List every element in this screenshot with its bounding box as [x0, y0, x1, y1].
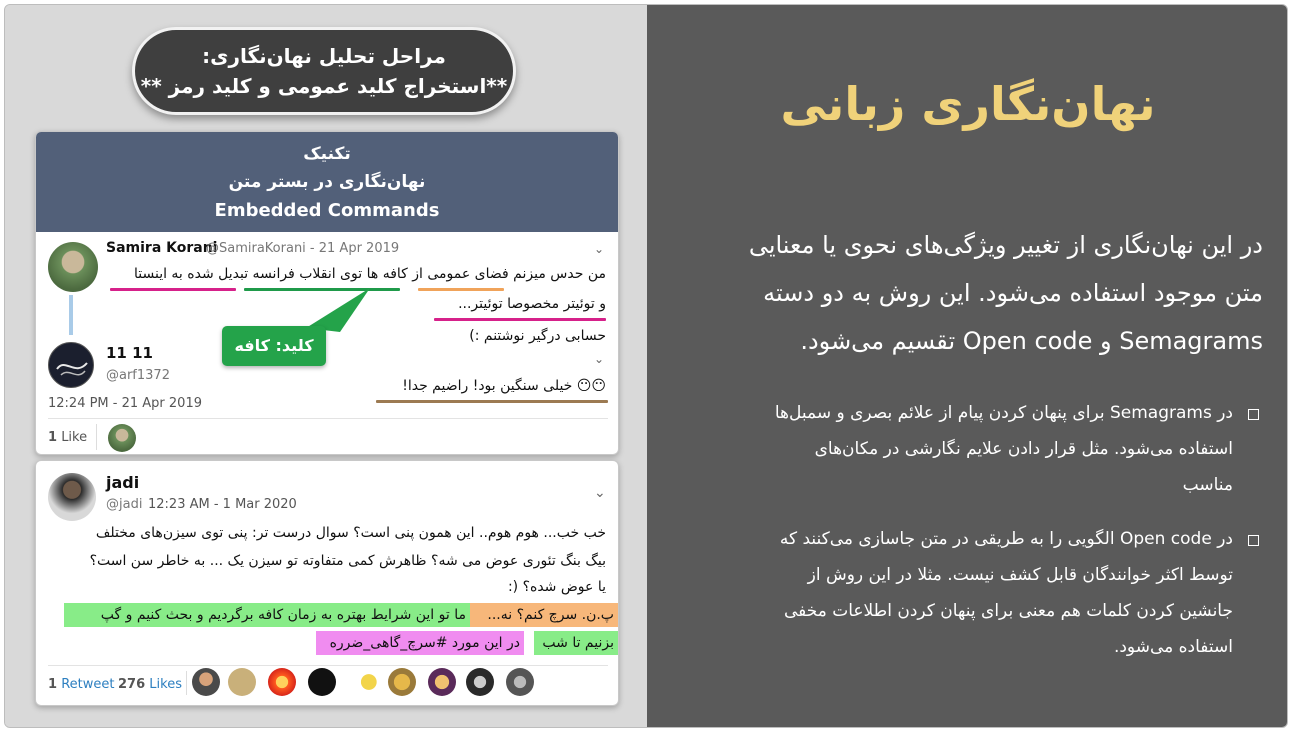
bullet1-line-1: در Semagrams برای پنهان کردن پیام از علائم بصری و سمبل‌ها: [774, 403, 1233, 423]
liker-avatar[interactable]: [108, 424, 136, 452]
intro-line-2: متن موجود استفاده می‌شود. این روش به دو دسته: [763, 279, 1263, 307]
tweet2-emoji: 😶😶: [576, 378, 606, 394]
likes-count[interactable]: 276 Likes: [118, 677, 182, 692]
right-panel: [647, 5, 1288, 728]
divider: [186, 671, 187, 695]
pill-line-1: مراحل تحلیل نهان‌نگاری:: [202, 44, 446, 68]
liker-avatar[interactable]: [228, 668, 256, 696]
divider: [48, 665, 608, 666]
tweet2-text: [402, 378, 606, 394]
tweet-card-embedded-commands: [35, 131, 619, 455]
tweet2-message: خیلی سنگین بود! راضیم جدا!: [402, 378, 573, 394]
tweet-author-name[interactable]: Samira Korani: [106, 240, 218, 256]
jadi-line-1: خب خب... هوم هوم.. این همون پنی است؟ سوال درست تر: پنی توی سیزن‌های مختلف: [95, 525, 606, 541]
header-line-2: نهان‌نگاری در بستر متن: [228, 172, 426, 192]
tweet2-timestamp: 12:24 PM - 21 Apr 2019: [48, 396, 202, 411]
jadi-name[interactable]: jadi: [106, 473, 140, 492]
liker-avatar[interactable]: [192, 668, 220, 696]
liker-avatar[interactable]: [466, 668, 494, 696]
likes-count[interactable]: 1 Like: [48, 430, 88, 445]
tweet-line-3: حسابی درگیر نوشتنم :): [469, 328, 606, 344]
tweet2-handle: @arf1372: [106, 368, 170, 383]
left-panel: [5, 5, 647, 728]
liker-avatar[interactable]: [428, 668, 456, 696]
tweet-meta: @SamiraKorani - 21 Apr 2019: [206, 241, 400, 256]
pill-line-2: **استخراج کلید عمومی و کلید رمز **: [140, 74, 508, 98]
tweet-line-1: من حدس میزنم فضای عمومی از کافه ها توی انقلاب فرانسه تبدیل شده به اینستا: [133, 266, 606, 282]
bullet2-line-2: توسط اکثر خوانندگان قابل کشف نیست. مثلا در این روش از: [807, 565, 1233, 585]
tweet-line-2: و توئیتر مخصوصا توئیتر...: [458, 296, 606, 312]
highlight-pink: در این مورد #سرچ_گاهی_ضرره: [316, 631, 524, 655]
key-badge: کلید: کافه: [222, 326, 326, 366]
jadi-line-2: بیگ بنگ تئوری عوض می شه؟ ظاهرش کمی متفاوته تو سیزن یک ... به خاطر سن است؟: [89, 553, 606, 569]
slide-frame: [4, 4, 1288, 728]
retweet-count[interactable]: 1 Retweet: [48, 677, 115, 692]
highlight-green-1: ما تو این شرایط بهتره به زمان کافه برگردیم و بحث کنیم و گپ: [64, 603, 470, 627]
divider: [96, 424, 97, 450]
header-line-3: Embedded Commands: [214, 200, 440, 221]
liker-avatar[interactable]: [388, 668, 416, 696]
slide-title: نهان‌نگاری زبانی: [780, 77, 1156, 131]
tweet2-author-name[interactable]: 11 11: [106, 344, 153, 362]
intro-line-3: Semagrams و Open code تقسیم می‌شود.: [800, 327, 1263, 355]
intro-line-1: در این نهان‌نگاری از تغییر ویژگی‌های نحوی یا معنایی: [748, 231, 1263, 259]
header-line-1: تکنیک: [303, 144, 351, 164]
avatar-jadi[interactable]: [48, 473, 96, 521]
chevron-down-icon[interactable]: ⌄: [594, 352, 605, 366]
liker-avatar[interactable]: [308, 668, 336, 696]
highlight-green-2: بزنیم تا شب: [534, 631, 618, 655]
stage-title-pill: [132, 27, 516, 115]
underline-brown: [376, 400, 608, 403]
chevron-down-icon[interactable]: ⌄: [594, 485, 606, 501]
jadi-handle: @jadi: [106, 497, 143, 512]
liker-avatar[interactable]: [506, 668, 534, 696]
highlight-orange: پ.ن. سرچ کنم؟ نه...: [468, 603, 618, 627]
chevron-down-icon[interactable]: ⌄: [594, 242, 605, 256]
checkbox-bullet-icon: [1248, 409, 1259, 420]
jadi-time: 12:23 AM - 1 Mar 2020: [148, 497, 297, 512]
bullet2-line-4: استفاده می‌شود.: [1113, 637, 1233, 657]
bullet2-line-3: جانشین کردن کلمات هم معنی برای پنهان کردن اطلاعات مخفی: [783, 601, 1233, 621]
bullet1-line-3: مناسب: [1182, 475, 1233, 495]
calligraphy-avatar-icon: [49, 343, 94, 388]
liker-avatar[interactable]: [268, 668, 296, 696]
bullet1-line-2: استفاده می‌شود. مثل قرار دادن علایم نگارشی در مکان‌های: [814, 439, 1233, 459]
bullet2-line-1: در Open code الگویی را به طریقی در متن جاسازی می‌کنند که: [779, 529, 1233, 549]
jadi-line-3: یا عوض شده؟ (:: [507, 579, 606, 595]
divider: [48, 418, 608, 419]
liker-avatar[interactable]: [352, 668, 380, 696]
avatar-arf[interactable]: [48, 342, 94, 388]
tweet-card-jadi: [35, 460, 619, 706]
checkbox-bullet-icon: [1248, 535, 1259, 546]
